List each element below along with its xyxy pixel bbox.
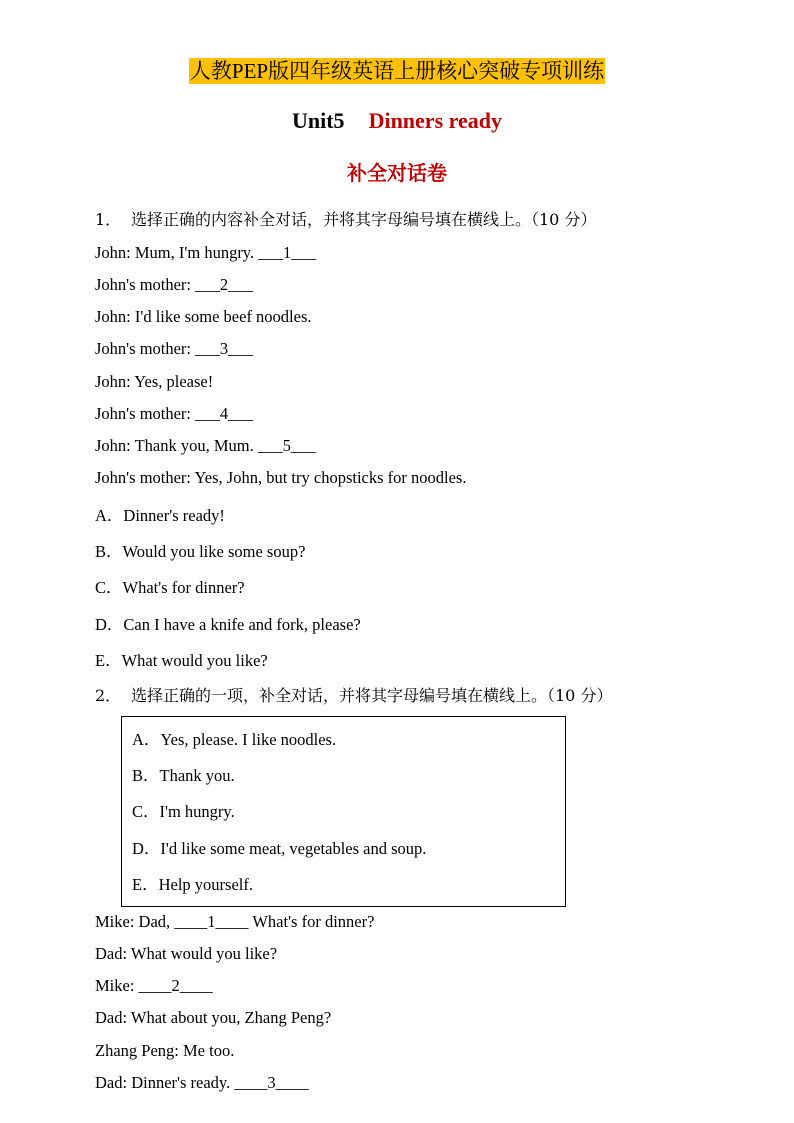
dialogue-line: John: Yes, please! <box>95 372 214 391</box>
option-item: E．Help yourself. <box>132 875 253 894</box>
dialogue-line: Dad: What about you, Zhang Peng? <box>95 1008 332 1027</box>
dialogue-line: John: Mum, I'm hungry. ___1___ <box>95 243 316 262</box>
question-1-number: 1． <box>95 210 122 229</box>
question-2-number: 2． <box>95 686 122 705</box>
option-item: B．Would you like some soup? <box>95 542 306 561</box>
dialogue-line: John: I'd like some beef noodles. <box>95 307 312 326</box>
worksheet-subtitle: 补全对话卷 <box>347 161 447 185</box>
option-item: A．Yes, please. I like noodles. <box>132 730 337 749</box>
series-banner: 人教PEP版四年级英语上册核心突破专项训练 <box>189 59 605 83</box>
option-item: B．Thank you. <box>132 766 235 785</box>
unit-title: Dinners ready <box>368 108 502 133</box>
question-2-instruction: 选择正确的一项，补全对话，并将其字母编号填在横线上。（10 分） <box>131 686 613 705</box>
dialogue-line: Zhang Peng: Me too. <box>95 1041 235 1060</box>
header <box>0 55 794 88</box>
option-item: C．I'm hungry. <box>132 802 235 821</box>
question-1-heading <box>95 207 596 230</box>
dialogue-line: John's mother: Yes, John, but try chopsticks for noodles. <box>95 468 467 487</box>
dialogue-line: John's mother: ___4___ <box>95 404 253 423</box>
option-item: C．What's for dinner? <box>95 578 245 597</box>
question-2-heading <box>95 683 612 706</box>
option-item: A．Dinner's ready! <box>95 506 225 525</box>
dialogue-line: Mike: ____2____ <box>95 976 213 995</box>
question-1-instruction: 选择正确的内容补全对话，并将其字母编号填在横线上。（10 分） <box>131 210 597 229</box>
options-box <box>121 716 566 907</box>
dialogue-line: John's mother: ___2___ <box>95 275 253 294</box>
unit-heading <box>0 108 794 134</box>
dialogue-line: Dad: What would you like? <box>95 944 278 963</box>
dialogue-line: Dad: Dinner's ready. ____3____ <box>95 1073 309 1092</box>
unit-number: Unit5 <box>292 108 345 133</box>
dialogue-line: John's mother: ___3___ <box>95 339 253 358</box>
dialogue-line: John: Thank you, Mum. ___5___ <box>95 436 316 455</box>
dialogue-line: Mike: Dad, ____1____ What's for dinner? <box>95 912 375 931</box>
option-item: D．I'd like some meat, vegetables and soup. <box>132 839 427 858</box>
option-item: D．Can I have a knife and fork, please? <box>95 615 361 634</box>
option-item: E．What would you like? <box>95 651 268 670</box>
